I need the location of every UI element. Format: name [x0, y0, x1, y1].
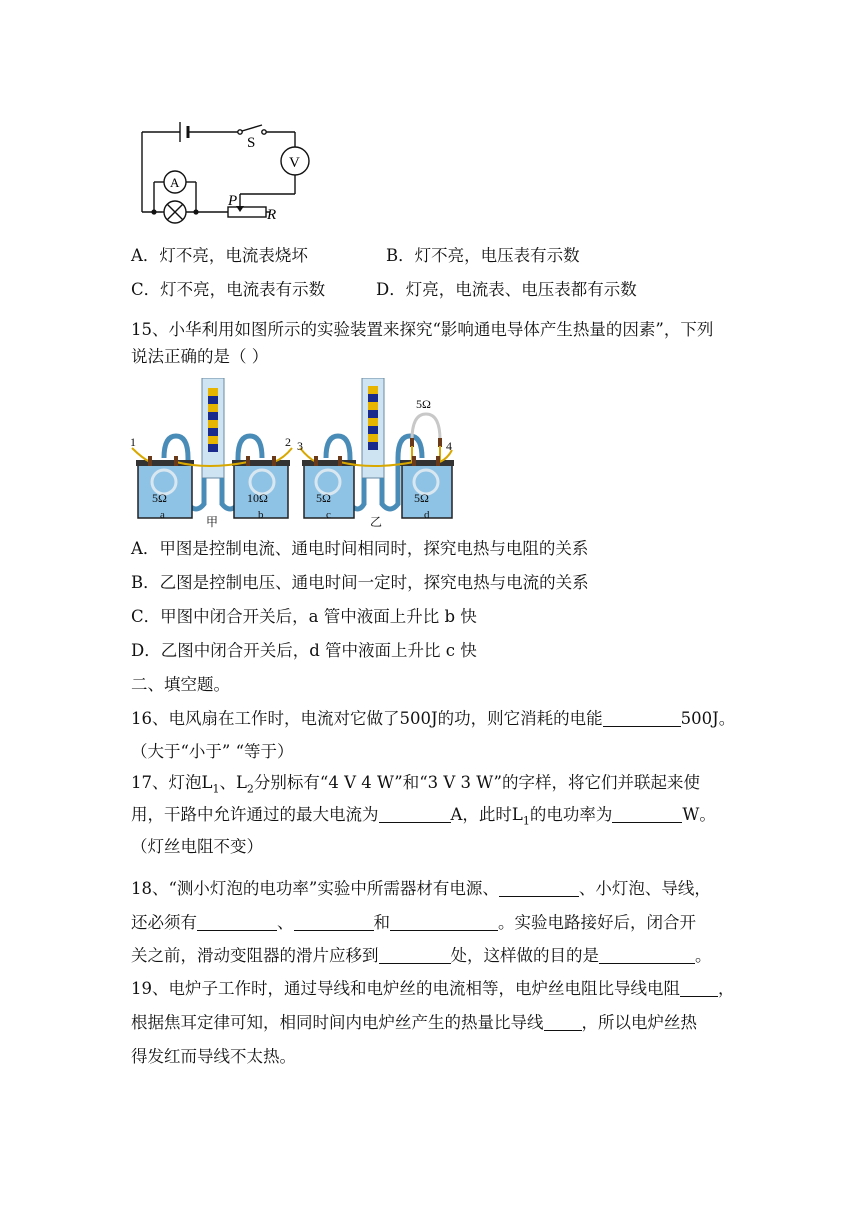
- q17-line2: [131, 804, 716, 832]
- q18-blank-5: [379, 947, 451, 964]
- q15-option-b: B．乙图是控制电压、通电时间一定时，探究电热与电流的关系: [131, 573, 589, 592]
- q17-blank-power: [612, 806, 682, 823]
- q15-option-d: D．乙图中闭合开关后，d 管中液面上升比 c 快: [131, 641, 477, 660]
- q18-blank-3: [294, 914, 374, 931]
- q19-line1: [131, 978, 735, 1000]
- q16-text-a: 16、电风扇在工作时，电流对它做了500J的功，则它消耗的电能: [131, 709, 603, 728]
- beaker-b-label: b: [258, 509, 264, 521]
- q17-text-e: A，此时L: [450, 805, 523, 824]
- figure-yi-label: 乙: [370, 515, 383, 529]
- figure-jia-label: 甲: [206, 515, 219, 529]
- rheostat-label: R: [267, 207, 277, 223]
- q14-option-b: B．灯不亮，电压表有示数: [386, 246, 580, 265]
- q18-text-e: 和: [373, 913, 390, 932]
- q17-blank-current: [379, 806, 451, 823]
- q18-text-f: 。实验电路接好后，闭合开: [498, 913, 696, 932]
- ammeter-label: A: [170, 175, 180, 190]
- q18-line1: [131, 878, 711, 900]
- q17-sub-2: 2: [246, 782, 254, 796]
- q14-option-d: D．灯亮，电流表、电压表都有示数: [376, 280, 637, 299]
- resistor-c-label: 5Ω: [316, 491, 331, 505]
- beaker-d-label: d: [424, 509, 430, 521]
- q19-text-a: 19、电炉子工作时，通过导线和电炉丝的电流相等，电炉丝电阻比导线电阻: [131, 979, 680, 998]
- terminal-4-label: 4: [446, 439, 452, 453]
- q14-option-a: A．灯不亮，电流表烧坏: [131, 246, 308, 265]
- q15-stem-line2: 说法正确的是（ ）: [131, 347, 269, 366]
- beaker-c-label: c: [326, 509, 331, 521]
- terminal-3-label: 3: [297, 439, 303, 453]
- q17-sub-3: 1: [522, 814, 530, 828]
- q18-text-a: 18、“测小灯泡的电功率”实验中所需器材有电源、: [131, 879, 499, 898]
- q15-stem-line1: 15、小华利用如图所示的实验装置来探究“影响通电导体产生热量的因素”，下列: [131, 320, 714, 339]
- beaker-a-label: a: [160, 509, 165, 521]
- q19-line2: [131, 1012, 697, 1034]
- voltmeter-label: V: [289, 155, 300, 171]
- heating-experiment-figure: [128, 378, 460, 530]
- circuit-diagram: [130, 118, 330, 228]
- slider-label: P: [228, 193, 238, 209]
- q16-blank: [603, 710, 681, 727]
- q17-text-d: 用，干路中允许通过的最大电流为: [131, 805, 379, 824]
- q18-blank-6: [599, 947, 695, 964]
- q17-text-g: W。: [682, 805, 716, 824]
- q15-option-c: C．甲图中闭合开关后，a 管中液面上升比 b 快: [131, 607, 477, 626]
- q17-line1: [131, 772, 700, 800]
- q18-text-b: 、小灯泡、导线，: [578, 879, 711, 898]
- q19-text-d: ，所以电炉丝热: [581, 1013, 697, 1032]
- q19-line3: 得发红而导线不太热。: [131, 1047, 296, 1066]
- q18-line2: [131, 912, 696, 934]
- terminal-1-label: 1: [130, 435, 136, 449]
- q17-text-b: 、L: [219, 773, 247, 792]
- q17-text-a: 17、灯泡L: [131, 773, 213, 792]
- q18-text-h: 处，这样做的目的是: [450, 946, 599, 965]
- resistor-b-label: 10Ω: [247, 491, 268, 505]
- q18-blank-2: [197, 914, 277, 931]
- q18-text-g: 关之前，滑动变阻器的滑片应移到: [131, 946, 379, 965]
- q15-option-a: A．甲图是控制电流、通电时间相同时，探究电热与电阻的关系: [131, 539, 589, 558]
- switch-label: S: [247, 135, 256, 151]
- q17-text-f: 的电功率为: [529, 805, 613, 824]
- q16-text-b: 500J。: [680, 709, 736, 728]
- q18-text-i: 。: [695, 946, 712, 965]
- q18-blank-4: [390, 914, 498, 931]
- q19-blank-1: [680, 980, 718, 997]
- q16-line2: （大于“小于” “等于）: [131, 742, 294, 761]
- q18-line3: [131, 945, 712, 967]
- q18-blank-1: [499, 880, 579, 897]
- section-heading-fill-in: 二、填空题。: [131, 675, 230, 694]
- resistor-external-label: 5Ω: [416, 397, 431, 411]
- q17-text-c: 分别标有“4 V 4 W”和“3 V 3 W”的字样，将它们并联起来使: [253, 773, 700, 792]
- q19-text-c: 根据焦耳定律可知，相同时间内电炉丝产生的热量比导线: [131, 1013, 544, 1032]
- q17-line3: （灯丝电阻不变）: [131, 837, 263, 856]
- q16-line1: [131, 708, 735, 730]
- q19-blank-2: [544, 1014, 582, 1031]
- q18-text-d: 、: [277, 913, 294, 932]
- q14-option-c: C．灯不亮，电流表有示数: [131, 280, 326, 299]
- resistor-d-label: 5Ω: [414, 491, 429, 505]
- q19-text-b: ，: [718, 979, 735, 998]
- resistor-a-label: 5Ω: [152, 491, 167, 505]
- terminal-2-label: 2: [285, 435, 291, 449]
- q18-text-c: 还必须有: [131, 913, 197, 932]
- q17-sub-1: 1: [212, 782, 220, 796]
